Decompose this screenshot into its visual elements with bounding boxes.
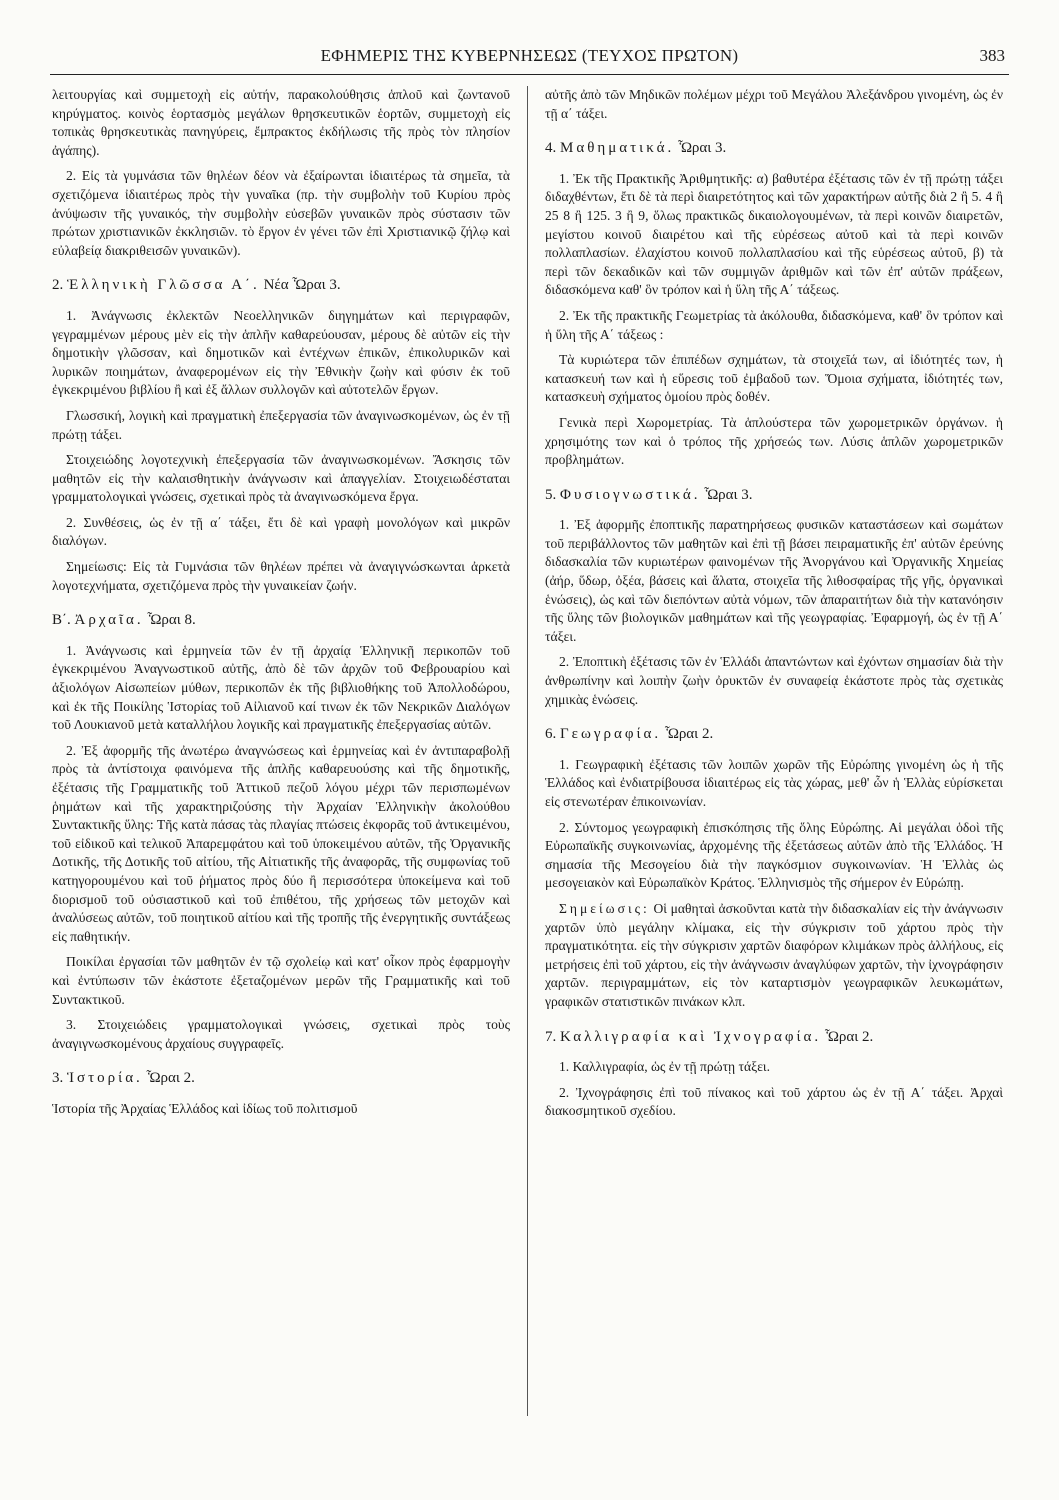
- left-column: [52, 86, 510, 1126]
- paragraph: 1. Ἐκ τῆς Πρακτικῆς Ἀριθμητικῆς: α) βαθυτέρα ἐξέτασις τῶν ἐν τῇ πρώτῃ τάξει διδαχθέντων, ἔτι δὲ τὰ περὶ διαιρετότητος καὶ τῶν χαρακτήρων αὐτῆς διὰ 2 ἢ 5. 4 ἢ 25 8 ἢ 125. 3 ἢ 9, ὅλως πρακτικῶς δικαιολογουμένων, τὰ περὶ κοινῶν διαιρετῶν, μεγίστου κοινοῦ διαιρέτου καὶ τῆς εὑρέσεως αὐτοῦ καὶ τὰ περὶ κοινῶν πολλαπλασίων. ἐλαχίστου κοινοῦ πολλαπλασίου καὶ τῆς εὑρέσεως αὐτοῦ, β) τὰ περὶ τῶν δεκαδικῶν καὶ τῶν συμμιγῶν ἀριθμῶν καὶ τῶν ἐπ' αὐτῶν πράξεων, διδασκόμενα καθ' ὃν τρόπον καὶ ἡ ὕλη τῆς Α΄ τάξεως.: [545, 170, 1003, 298]
- section-number: 5.: [545, 486, 557, 503]
- right-column: [545, 86, 1003, 1128]
- section-title: Γεωγραφία.: [560, 726, 662, 743]
- paragraph: 2. Ἰχνογράφησις ἐπὶ τοῦ πίνακος καὶ τοῦ χάρτου ὡς ἐν τῇ Α΄ τάξει. Ἀρχαὶ διακοσμητικοῦ σχεδίου.: [545, 1084, 1003, 1119]
- section-title: Μαθηματικά.: [560, 140, 675, 157]
- paragraph: 2. Ἐξ ἀφορμῆς τῆς ἀνωτέρω ἀναγνώσεως καὶ ἑρμηνείας καὶ ἐν ἀντιπαραβολῇ πρὸς τὰ ἀντίστοιχα φαινόμενα τῆς ἁπλῆς καθαρευούσης καὶ τῆς δημοτικῆς, ἐξέτασις τῆς Γραμματικῆς τοῦ Ἀττικοῦ πεζοῦ λόγου μέχρι τῶν περισπωμένων ῥημάτων καὶ τῆς χαρακτηριζούσης τὴν Ἀρχαίαν Ἑλληνικὴν ἀκολούθου Συντακτικῆς ὕλης: Τῆς κατὰ πάσας τὰς πλαγίας πτώσεις ἐκφορᾶς τοῦ ἀντικειμένου, τοῦ εἰδικοῦ καὶ τελικοῦ Ἀπαρεμφάτου καὶ τοῦ ὑποκειμένου αὐτῶν, τῆς Ὀργανικῆς Δοτικῆς, τῆς Δοτικῆς τοῦ αἰτίου, τῆς Αἰτιατικῆς τῆς ἀναφορᾶς, τῆς συμφωνίας τοῦ κατηγορουμένου καὶ τοῦ ῥήματος πρὸς δύο ἢ περισσότερα ὑποκείμενα καὶ τοῦ διορισμοῦ τοῦ οὐσιαστικοῦ καὶ τοῦ ἐπιθέτου, τῆς χρήσεως τῶν μετοχῶν καὶ ἀναλύσεως αὐτῶν, τοῦ ποιητικοῦ αἰτίου καὶ τῆς τροπῆς τῆς ἐνεργητικῆς συντάξεως εἰς παθητικήν.: [52, 742, 510, 944]
- paragraph: 1. Ἀνάγνωσις ἐκλεκτῶν Νεοελληνικῶν διηγημάτων καὶ περιγραφῶν, γεγραμμένων μέρους μὲν εἰς τὴν ἁπλῆν καθαρεύουσαν, μέρους δὲ αὐτῶν εἰς τὴν δημοτικὴν γλῶσσαν, καὶ δημοτικῶν καὶ ἐντέχνων ἐπικῶν, ἐπικολυρικῶν καὶ λυρικῶν ποιημάτων, ἀναφερομένων εἰς τὴν Ἐθνικὴν ζωὴν καὶ φύσιν ἐκ τοῦ ἐγκεκριμένου βιβλίου ἢ καὶ ἐξ ἄλλων συλλογῶν καὶ αὐτοτελῶν ἔργων.: [52, 307, 510, 398]
- section-hours: Ὧραι 8.: [147, 612, 196, 629]
- paragraph: 1. Γεωγραφικὴ ἐξέτασις τῶν λοιπῶν χωρῶν τῆς Εὐρώπης γινομένη ὡς ἡ τῆς Ἑλλάδος καὶ ἐνδιατρίβουσα ἰδιαιτέρως εἰς τὰς χώρας, μεθ' ὧν ἡ Ἑλλὰς εὑρίσκεται εἰς στενωτέραν ἐπικοινωνίαν.: [545, 756, 1003, 809]
- section-title: Ἑλληνικὴ Γλῶσσα Α΄.: [67, 277, 260, 294]
- section-heading-calligraphy-drawing: [545, 1028, 1003, 1047]
- paragraph: 1. Ἀνάγνωσις καὶ ἑρμηνεία τῶν ἐν τῇ ἀρχαίᾳ Ἑλληνικῇ περικοπῶν τοῦ ἐγκεκριμένου Ἀναγνωστικοῦ αὐτῆς, ἀπὸ δὲ τῶν ἀρχῶν τοῦ Φεβρουαρίου καὶ ἀξιολόγων Αἰσωπείων μύθων, περικοπῶν ἐκ τῆς βιβλιοθήκης τοῦ Ἀπολλοδώρου, καὶ ἐκ τῆς Ποικίλης Ἱστορίας τοῦ Αἰλιανοῦ καί τινων ἐκ τῶν Νεκρικῶν Διαλόγων τοῦ Λουκιανοῦ μετὰ καταλλήλου λογικῆς καὶ πραγματικῆς ἐπεξεργασίας αὐτῶν.: [52, 642, 510, 733]
- section-heading-mathematics: [545, 139, 1003, 158]
- paragraph: Γλωσσική, λογικὴ καὶ πραγματικὴ ἐπεξεργασία τῶν ἀναγινωσκομένων, ὡς ἐν τῇ πρώτῃ τάξει.: [52, 407, 510, 442]
- section-subtitle: Νέα: [263, 277, 289, 294]
- section-number: 7.: [545, 1028, 557, 1045]
- note-label: Σημείωσις:: [559, 900, 650, 916]
- section-number: 3.: [52, 1070, 64, 1087]
- section-number: 4.: [545, 140, 557, 157]
- paragraph: λειτουργίας καὶ συμμετοχὴ εἰς αὐτήν, παρακολούθησις ἁπλοῦ καὶ ζωντανοῦ κηρύγματος. κοινὸς ἑορτασμὸς μεγάλων θρησκευτικῶν ἑορτῶν, συμμετοχὴ εἰς τοπικὰς θρησκευτικὰς πανηγύρεις, ἔμπρακτος ἐκδήλωσις τῆς πρὸς τὸν πλησίον ἀγάπης).: [52, 87, 510, 158]
- section-title: Ἀρχαῖα.: [74, 612, 144, 629]
- paragraph: Ποικίλαι ἐργασίαι τῶν μαθητῶν ἐν τῷ σχολείῳ καὶ κατ' οἶκον πρὸς ἐφαρμογὴν καὶ ἐντύπωσιν τῶν ἑκάστοτε ἐξεταζομένων μερῶν τῆς Γραμματικῆς καὶ τοῦ Συντακτικοῦ.: [52, 954, 510, 1007]
- column-divider: [527, 86, 528, 1416]
- paragraph: αὐτῆς ἀπὸ τῶν Μηδικῶν πολέμων μέχρι τοῦ Μεγάλου Ἀλεξάνδρου γινομένη, ὡς ἐν τῇ α΄ τάξει.: [545, 87, 1003, 121]
- section-heading-history: [52, 1069, 510, 1088]
- section-heading-geography: [545, 725, 1003, 744]
- section-number: Β΄.: [52, 612, 71, 629]
- section-title: Ἱστορία.: [67, 1070, 143, 1087]
- page-header: [50, 44, 1009, 75]
- paragraph: Γενικὰ περὶ Χωρομετρίας. Τὰ ἁπλούστερα τῶν χωρομετρικῶν ὀργάνων. ἡ χρησιμότης των καὶ ὁ τρόπος τῆς χρήσεώς των. Λύσις ἁπλῶν χωρομετρικῶν προβλημάτων.: [545, 414, 1003, 468]
- section-heading-ancient-greek: [52, 611, 510, 630]
- paragraph: Ἱστορία τῆς Ἀρχαίας Ἑλλάδος καὶ ἰδίως τοῦ πολιτισμοῦ: [52, 1100, 358, 1116]
- section-hours: Ὧραι 3.: [704, 486, 753, 503]
- paragraph: 2. Ἐκ τῆς πρακτικῆς Γεωμετρίας τὰ ἀκόλουθα, διδασκόμενα, καθ' ὃν τρόπον καὶ ἡ ὕλη τῆς Α΄ τάξεως :: [545, 307, 1003, 342]
- section-hours: Ὧραι 3.: [292, 277, 341, 294]
- section-hours: Ὧραι 2.: [664, 726, 714, 743]
- paragraph: 2. Συνθέσεις, ὡς ἐν τῇ α΄ τάξει, ἔτι δὲ καὶ γραφὴ μονολόγων καὶ μικρῶν διαλόγων.: [52, 514, 510, 549]
- section-number: 2.: [52, 277, 64, 294]
- section-hours: Ὧραι 2.: [146, 1070, 195, 1087]
- paragraph: 1. Ἐξ ἀφορμῆς ἐποπτικῆς παρατηρήσεως φυσικῶν καταστάσεων καὶ σωμάτων τοῦ περιβάλλοντος τῶν μαθητῶν καὶ ἐπὶ τῇ βάσει πειραματικῆς ἐπ' αὐτῶν ἐρεύνης διδασκαλία τῶν κυριωτέρων φαινομένων τῆς Ἀνοργάνου καὶ Ὀργανικῆς Χημείας (ἀήρ, ὕδωρ, ὀξέα, βάσεις καὶ ἅλατα, στοιχεῖα τῆς λιθοσφαίρας τῆς γῆς, ὀργανικαὶ ἑνώσεις), ὡς καὶ τῶν διεπόντων αὐτὰ νόμων, τῶν ἀπαραιτήτων διὰ τὴν κατανόησιν τῆς ὕλης τῶν βιολογικῶν μαθημάτων καὶ τῆς γεωγραφίας. Ἐφαρμογή, ὡς ἐν τῇ Α΄ τάξει.: [545, 517, 1003, 644]
- section-heading-greek-language: [52, 276, 510, 295]
- paragraph: 3. Στοιχειώδεις γραμματολογικαὶ γνώσεις, σχετικαὶ πρὸς τοὺς ἀναγιγνωσκομένους ἀρχαίους συγγραφεῖς.: [52, 1017, 510, 1051]
- section-heading-natural-sciences: [545, 486, 1003, 505]
- section-title: Φυσιογνωστικά.: [560, 486, 701, 503]
- paragraph: 1. Καλλιγραφία, ὡς ἐν τῇ πρώτῃ τάξει.: [559, 1059, 770, 1075]
- note-paragraph: Σημείωσις: Εἰς τὰ Γυμνάσια τῶν θηλέων πρέπει νὰ ἀναγιγνώσκωνται ἀρκετὰ λογοτεχνήματα, σχετιζόμενα πρὸς τὴν γυναικείαν ζωήν.: [52, 559, 510, 593]
- section-title: Καλλιγραφία καὶ Ἰχνογραφία.: [560, 1028, 822, 1045]
- paragraph: 2. Σύντομος γεωγραφικὴ ἐπισκόπησις τῆς ὅλης Εὐρώπης. Αἱ μεγάλαι ὁδοὶ τῆς Εὐρωπαϊκῆς συγκοινωνίας, ἀρχομένης τῆς ἐξετάσεως αὐτῶν ἀπὸ τῆς Ἑλλάδος. Ἡ σημασία τῆς Μεσογείου διὰ τὴν παγκόσμιον συγκοινωνίαν. Ἡ Ἑλλὰς ὡς μεσογειακὸν καὶ Εὐρωπαϊκὸν Κράτος. Ἑλληνισμὸς τῆς σήμερον ἐν Εὐρώπῃ.: [545, 819, 1003, 891]
- paragraph: Τὰ κυριώτερα τῶν ἐπιπέδων σχημάτων, τὰ στοιχεῖά των, αἱ ἰδιότητές των, ἡ κατασκευή των καὶ ἡ εὕρεσις τοῦ ἐμβαδοῦ των. Ὅμοια σχήματα, ἰδιότητές των, κατασκευὴ σχήματος ὁμοίου πρὸς δοθέν.: [545, 352, 1003, 405]
- gazette-title: ΕΦΗΜΕΡΙΣ ΤΗΣ ΚΥΒΕΡΝΗΣΕΩΣ (ΤΕΥΧΟΣ ΠΡΩΤΟΝ): [320, 46, 739, 65]
- paragraph: 2. Ἐποπτικὴ ἐξέτασις τῶν ἐν Ἑλλάδι ἀπαντώντων καὶ ἐχόντων σημασίαν διὰ τὴν ἀνθρωπίνην καὶ λοιπὴν ζωὴν ὀρυκτῶν ἐν συναφείᾳ ἑκάστοτε πρὸς τὰς σχετικὰς χημικὰς ἑνώσεις.: [545, 654, 1003, 707]
- section-hours: Ὧραι 3.: [677, 140, 727, 157]
- page-number: 383: [979, 46, 1005, 65]
- paragraph: 2. Εἰς τὰ γυμνάσια τῶν θηλέων δέον νὰ ἐξαίρωνται ἰδιαιτέρως τὰ σημεῖα, τὰ σχετιζόμενα ἰδιαιτέρως πρὸς τὴν γυναῖκα (πρ. τὴν συμβολὴν τοῦ Κυρίου πρὸς ἀνύψωσιν τῆς γυναικός, τὴν συμβολὴν εὐσεβῶν γυναικῶν πρὸς σύστασιν τῶν πρώτων χριστιανικῶν ἐκκλησιῶν. τὸ ἔργον ἐν γένει τῶν ἐπὶ Χριστιανικῷ ζήλῳ καὶ εὐλαβείᾳ διακριθεισῶν γυναικῶν).: [52, 168, 510, 258]
- section-hours: Ὧραι 2.: [824, 1028, 874, 1045]
- section-number: 6.: [545, 726, 557, 743]
- note-paragraph: [545, 900, 1003, 1012]
- note-text: Οἱ μαθηταὶ ἀσκοῦνται κατὰ τὴν διδασκαλίαν εἰς τὴν ἀνάγνωσιν χαρτῶν ὑπὸ μεγάλην κλίμακα, εἰς τὴν σύγκρισιν τοῦ χάρτου πρὸς τὴν πραγματικότητα. εἰς τὴν σύγκρισιν χαρτῶν διαφόρων κλιμάκων πρὸς ἀλλήλους, εἰς μετρήσεις ἐπὶ τοῦ χάρτου, εἰς τὴν ἀνάγνωσιν ἀναγλύφων χαρτῶν, τὴν ἰχνογράφησιν χαρτῶν. περιγραμμάτων, εἰς τὸν καταρτισμὸν γεωγραφικῶν λευκωμάτων, γραφικῶν στατιστικῶν πινάκων κλπ.: [545, 900, 1003, 1009]
- paragraph: Στοιχειώδης λογοτεχνικὴ ἐπεξεργασία τῶν ἀναγινωσκομένων. Ἄσκησις τῶν μαθητῶν εἰς τὴν καλαισθητικὴν ἀνάγνωσιν καὶ ἀπαγγελίαν. Στοιχειωδέσταται γραμματολογικαὶ γνώσεις, σχετικαὶ πρὸς τὰ ἀναγινωσκόμενα ἔργα.: [52, 452, 510, 505]
